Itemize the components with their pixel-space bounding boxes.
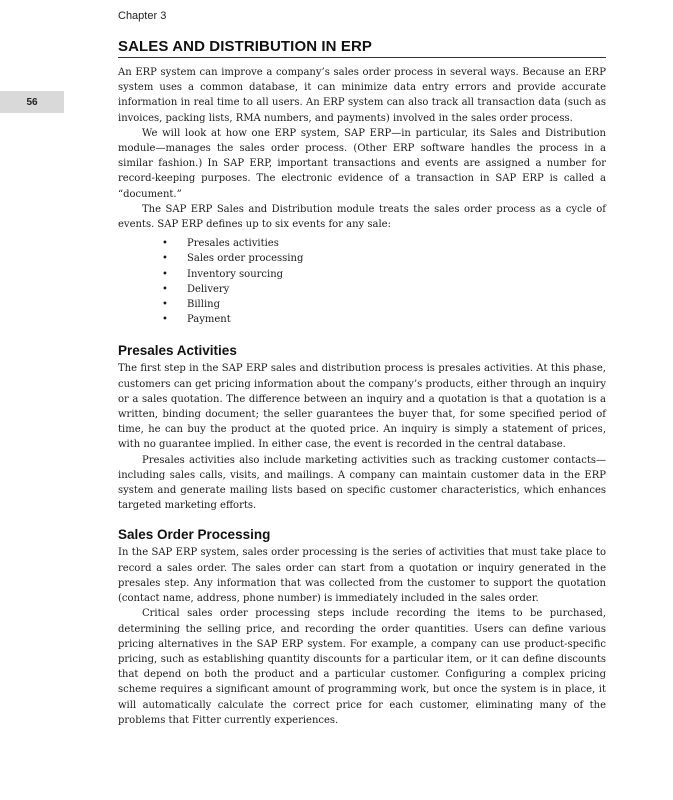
list-item: • Sales order processing — [162, 251, 606, 266]
list-item: • Presales activities — [162, 236, 606, 251]
list-item: • Billing — [162, 297, 606, 312]
presales-heading: Presales Activities — [118, 343, 237, 359]
bullet-icon: • — [162, 283, 168, 295]
chapter-label: Chapter 3 — [118, 10, 167, 22]
bullet-icon: • — [162, 238, 168, 250]
intro-paragraph: An ERP system can improve a company’s sales order process in several ways. Because an ERP system uses a common database, it can minimize data entry errors and provide accurate information in real time to all users. An ERP system can also track all transaction data (such as invoices, packing lists, RMA numbers, and payments) involved in the sales order process. — [118, 67, 606, 124]
bullet-icon: • — [162, 299, 168, 311]
bullet-icon: • — [162, 268, 168, 280]
list-item: • Delivery — [162, 282, 606, 297]
presales-paragraph: The first step in the SAP ERP sales and distribution process is presales activities. At this phase, customers can get pricing information about the company’s products, either through an inquiry or a sales quotation. The difference between an inquiry and a quotation is that a quotation is a written, binding document; the seller guarantees the buyer that, for some specified period of time, he can buy the product at the quoted price. An inquiry is simply a statement of prices, with no guarantee implied. In either case, the event is recorded in the central database. — [118, 363, 606, 451]
presales-marketing-paragraph: Presales activities also include marketing activities such as tracking customer contacts—including sales calls, visits, and mailings. A company can maintain customer data in the ERP system and generate mailing lists based on specific customer characteristics, which enhances targeted marketing efforts. — [118, 454, 606, 512]
section-title: SALES AND DISTRIBUTION IN ERP — [118, 38, 606, 58]
cycle-paragraph: The SAP ERP Sales and Distribution module treats the sales order process as a cycle of events. SAP ERP defines up to six events for any sale: — [118, 203, 606, 231]
page-number: 56 — [26, 96, 38, 108]
list-item: • Inventory sourcing — [162, 267, 606, 282]
sales-order-steps-paragraph: Critical sales order processing steps include recording the items to be purchased, determining the selling price, and recording the order quantities. Users can define various pricing alternatives in the SAP ERP system. For example, a company can use product-specific pricing, such as establishing quantity discounts for a particular item, or it can define discounts that depend on both the product and a particular customer. Configuring a complex pricing scheme requires a significant amount of programming work, but once the system is in place, it will automatically calculate the correct price for each customer, eliminating many of the problems that Fitter currently experiences. — [118, 608, 606, 726]
page-content — [118, 38, 606, 728]
sales-order-heading: Sales Order Processing — [118, 527, 271, 543]
list-item: • Payment — [162, 312, 606, 327]
sap-erp-paragraph: We will look at how one ERP system, SAP ERP—in particular, its Sales and Distribution module—manages the sales order process. (Other ERP software handles the process in a similar fashion.) In SAP ERP, important transactions and events are assigned a number for record-keeping purposes. The electronic evidence of a transaction in SAP ERP is called a “document.” — [118, 127, 606, 200]
sales-events-list — [118, 236, 606, 327]
bullet-icon: • — [162, 314, 168, 326]
page-number-tab — [0, 91, 64, 113]
bullet-icon: • — [162, 253, 168, 265]
sales-order-paragraph: In the SAP ERP system, sales order processing is the series of activities that must take place to record a sales order. The sales order can start from a quotation or inquiry generated in the presales step. Any information that was collected from the customer to support the quotation (contact name, address, phone number) is immediately included in the sales order. — [118, 547, 606, 605]
